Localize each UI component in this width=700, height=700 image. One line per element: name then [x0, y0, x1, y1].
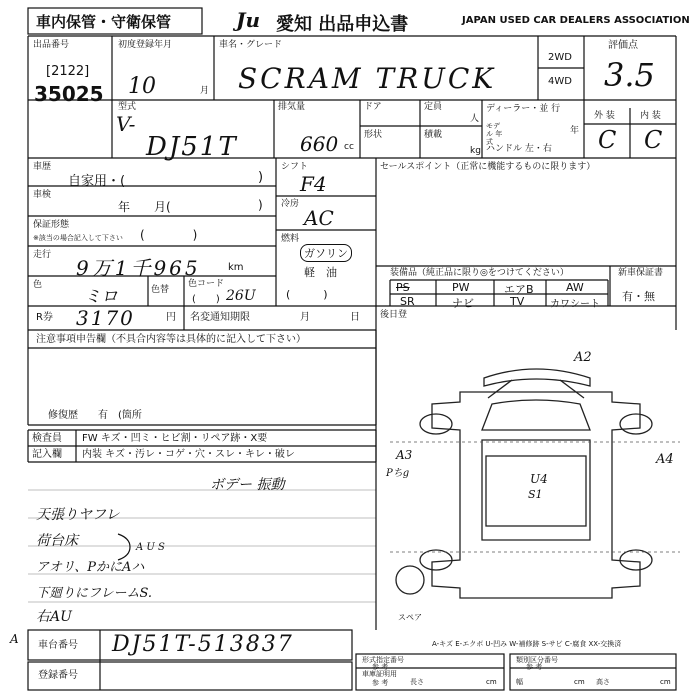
- class-label: 類別区分番号: [516, 656, 558, 664]
- handwritten-note-3: アオリ、PかにAハ: [36, 560, 145, 575]
- bracket-mark: [116, 532, 138, 562]
- diagram-s1: S1: [528, 488, 543, 501]
- history-value: 自家用・(: [68, 174, 126, 189]
- type-cert-label: 形式指定番号: [362, 656, 404, 664]
- association-name: JAPAN USED CAR DEALERS ASSOCIATION: [462, 15, 690, 26]
- warranty-paren: ( ): [140, 228, 198, 242]
- fuel-diesel: 軽 油: [304, 266, 337, 279]
- handwritten-note-5: 右AU: [36, 609, 72, 625]
- mileage-value: 9万1千965: [76, 256, 201, 280]
- equip-navi: ナビ: [452, 297, 474, 310]
- exterior-label: 外 装: [594, 111, 615, 121]
- fuel-gasoline: ガソリン: [300, 244, 352, 262]
- yen-unit: 円: [166, 312, 176, 323]
- chassis-value: DJ51T-513837: [112, 632, 294, 657]
- exterior-value: C: [598, 126, 617, 154]
- side-mark: A: [10, 632, 19, 646]
- sales-point-label: セールスポイント（正常に機能するものに限ります）: [380, 162, 596, 172]
- repair-label: 修復歴 有 (箇所: [48, 410, 142, 421]
- capacity-label: 定員: [424, 102, 443, 112]
- inspector-note: ボデー 振動: [210, 477, 285, 493]
- recycle-value: 3170: [76, 306, 135, 330]
- lot-label: 出品番号: [33, 40, 70, 50]
- handwritten-note-4: 下廻りにフレームS.: [36, 586, 153, 601]
- interior-label: 内 装: [640, 111, 661, 121]
- meigi-label: 名変通知期限: [190, 312, 250, 323]
- recycle-label: R券: [36, 312, 53, 323]
- color-change-label: 色替: [151, 285, 170, 295]
- shift-value: F4: [300, 172, 327, 196]
- class-ref: 参 考: [526, 663, 543, 671]
- type-cert-ref: 参 考: [372, 663, 389, 671]
- rating-label: 評価点: [608, 40, 638, 51]
- ac-value: AC: [304, 206, 334, 230]
- warranty-book-label: 新車保証書: [618, 268, 664, 278]
- cc-unit: cc: [344, 142, 354, 152]
- equip-seat: カワシート: [550, 299, 600, 310]
- color-change-paren: ( ): [192, 294, 220, 305]
- width-label: 幅: [516, 678, 523, 686]
- bracket-note: A U S: [136, 542, 165, 553]
- type-value: DJ51T: [146, 132, 238, 162]
- width-unit: cm: [574, 678, 585, 686]
- equip-aw: AW: [566, 281, 584, 294]
- equip-tv: TV: [510, 295, 525, 308]
- length-label: 長さ: [410, 678, 424, 686]
- meigi-day: 日: [350, 312, 360, 323]
- damage-legend: A-キズ E-エクボ U-凹み W-補修跡 S-サビ C-腐食 XX-交換済: [432, 640, 622, 648]
- kg-unit: kg: [470, 146, 481, 156]
- first-reg-label: 初度登録年月: [118, 40, 173, 50]
- warranty-label: 保証形態: [33, 220, 70, 230]
- model-year-label: モデル 年式: [486, 122, 503, 146]
- load-label: 積載: [424, 130, 443, 140]
- color-code-label: 色コード: [188, 279, 225, 289]
- displacement-label: 排気量: [278, 102, 306, 112]
- fw-line: FW キズ・凹ミ・ヒビ割・リペア跡・X要: [82, 433, 268, 444]
- color-value: ミロ: [84, 287, 118, 307]
- handwritten-note-1: 天張りヤフレ: [36, 507, 120, 523]
- length-unit: cm: [486, 678, 497, 686]
- lot-sub: [2122]: [46, 64, 90, 79]
- type-prefix: V-: [116, 112, 136, 136]
- year-unit: 年: [570, 126, 580, 136]
- inspection-paren: ): [258, 198, 263, 212]
- diagram-ptg: Pちg: [386, 468, 410, 479]
- interior-line: 内装 キズ・汚レ・コゲ・穴・スレ・キレ・破レ: [82, 449, 295, 460]
- first-reg-month-unit: 月: [200, 86, 210, 96]
- chassis-label: 車台番号: [38, 640, 78, 651]
- equip-sr: SR: [400, 295, 415, 308]
- height-unit: cm: [660, 678, 671, 686]
- diagram-u4: U4: [530, 472, 548, 486]
- warranty-book-options: 有・無: [622, 290, 655, 303]
- diagram-a2: A2: [574, 350, 592, 365]
- mileage-label: 走行: [33, 250, 52, 260]
- person-unit: 人: [470, 114, 480, 124]
- car-name-label: 車名・グレード: [219, 40, 283, 50]
- color-label: 色: [33, 280, 43, 290]
- first-reg-year: 10: [128, 74, 156, 99]
- inspection-value: 年 月(: [118, 200, 171, 214]
- diagram-a3: A3: [396, 448, 413, 462]
- ju-logo: Ju: [236, 8, 261, 32]
- shape-label: 形状: [364, 130, 383, 140]
- fuel-label: 燃料: [281, 234, 300, 244]
- diagram-spare: スペア: [398, 613, 422, 622]
- equip-pw: PW: [452, 281, 470, 294]
- km-unit: km: [228, 262, 244, 273]
- equip-airbag: エアB: [504, 283, 534, 296]
- ac-label: 冷房: [281, 199, 300, 209]
- equipment-label: 装備品（純正品に限り◎をつけてください）: [390, 268, 569, 278]
- equip-ps: PS: [396, 281, 410, 294]
- shift-label: シフト: [281, 162, 309, 172]
- color-code-value: 26U: [226, 288, 256, 304]
- diagram-a4: A4: [656, 452, 674, 467]
- history-label: 車歴: [33, 162, 52, 172]
- interior-value: C: [644, 126, 663, 154]
- inspection-label: 車検: [33, 190, 52, 200]
- displacement-value: 660: [300, 132, 339, 156]
- handle-label: ハンドル 左・右: [486, 144, 552, 154]
- lot-number: 35025: [34, 82, 104, 106]
- history-paren-close: ): [258, 170, 264, 185]
- drive-4wd: 4WD: [548, 76, 572, 87]
- type-label: 型式: [118, 102, 137, 112]
- fuel-paren: ( ): [286, 288, 328, 301]
- dealer-label: ディーラー・並 行: [486, 104, 561, 114]
- warranty-note: ※該当の場合記入して下さい: [33, 234, 123, 242]
- door-label: ドア: [364, 102, 382, 112]
- caution-label: 注意事項申告欄（不具合内容等は具体的に記入して下さい）: [36, 334, 306, 345]
- storage-title: 車内保管・守衛保管: [36, 13, 172, 31]
- rating-value: 3.5: [604, 56, 655, 94]
- cert-label: 車庫証明用: [362, 670, 397, 678]
- form-title: 愛知 出品申込書: [276, 14, 409, 35]
- inspector-label: 検査員: [32, 433, 62, 444]
- entry-label: 記入欄: [32, 449, 62, 460]
- cert-ref: 参 考: [372, 679, 389, 687]
- after-sales-label: 後日登: [380, 310, 408, 320]
- meigi-month: 月: [300, 312, 310, 323]
- drive-2wd: 2WD: [548, 52, 572, 63]
- height-label: 高さ: [596, 678, 610, 686]
- handwritten-note-2: 荷台床: [36, 533, 78, 549]
- reg-label: 登録番号: [38, 670, 78, 681]
- car-name: SCRAM TRUCK: [238, 62, 497, 95]
